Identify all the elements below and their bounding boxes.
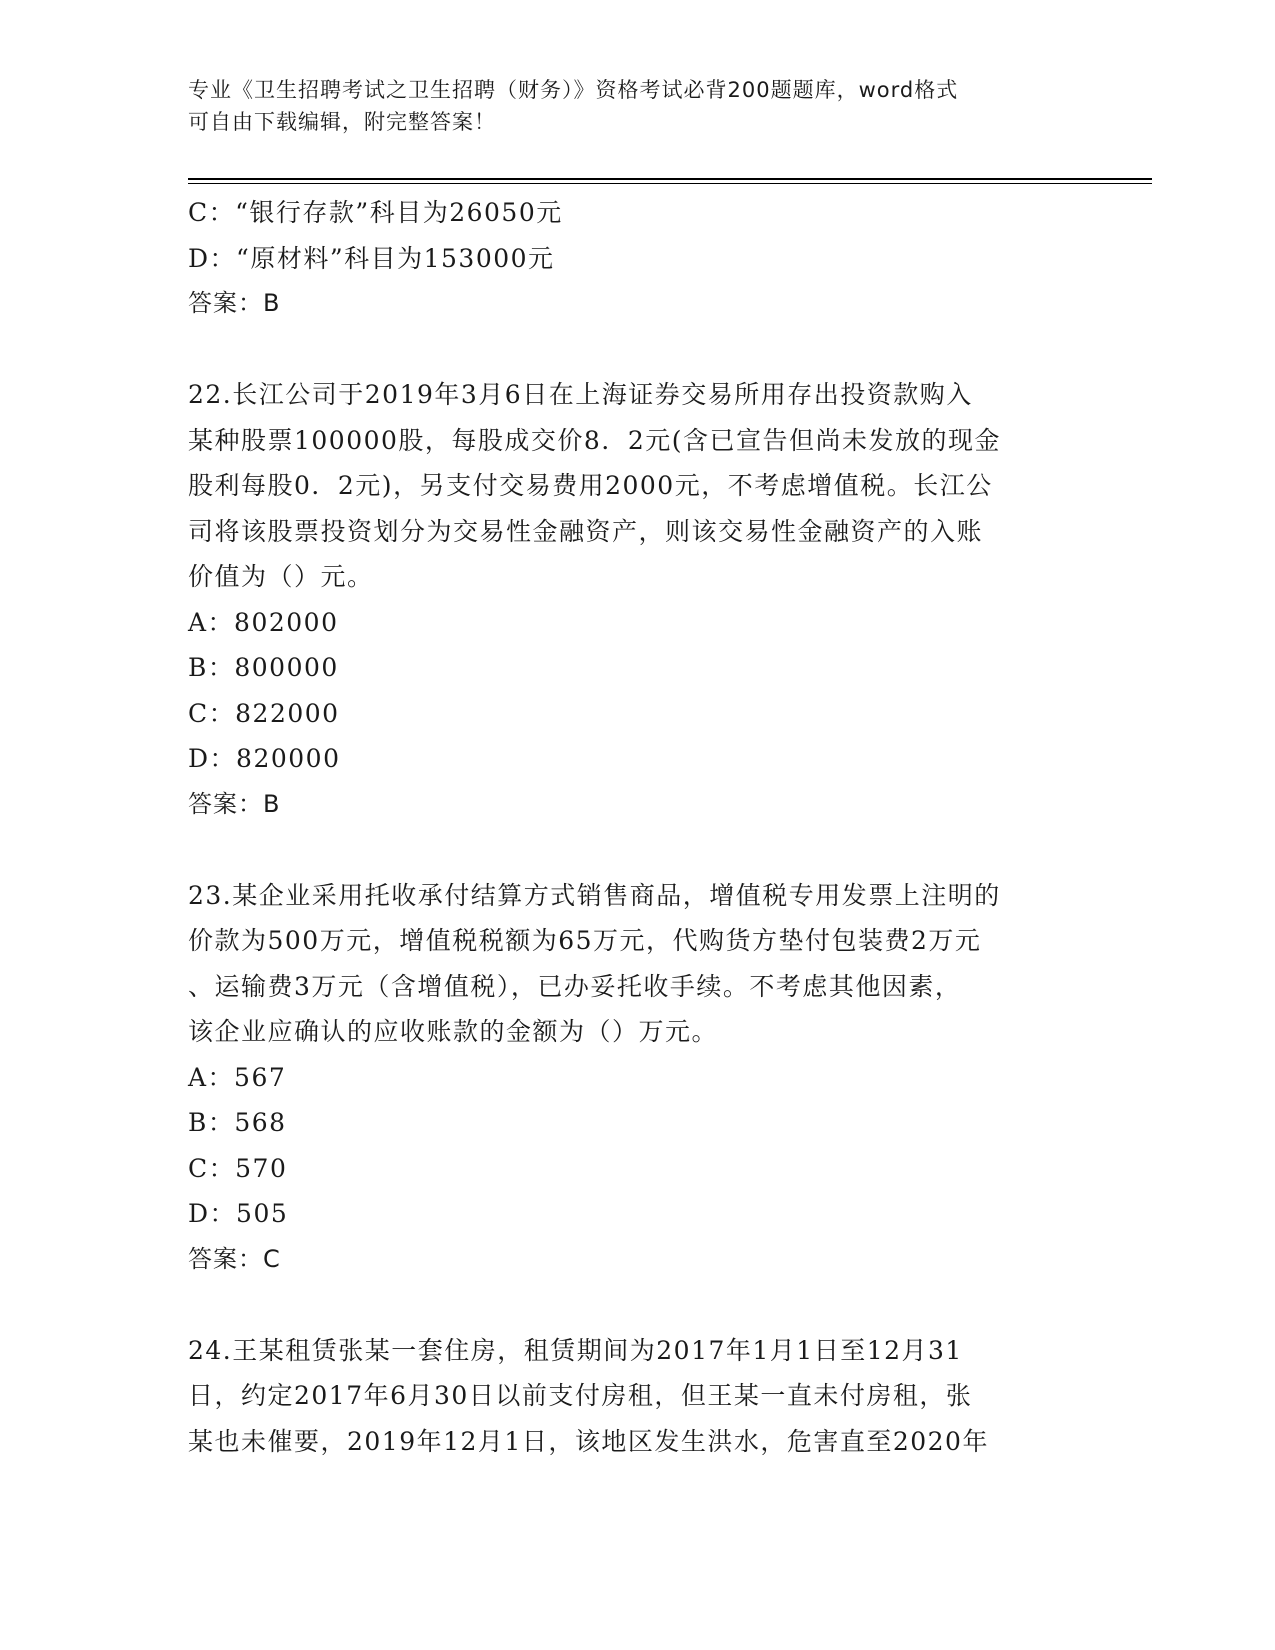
- question-stem-line: 某种股票100000股，每股成交价8．2元(含已宣告但尚未发放的现金: [188, 425, 1002, 455]
- question-stem-line: 该企业应确认的应收账款的金额为（）万元。: [188, 1017, 719, 1046]
- option-c: C：“银行存款”科目为26050元: [188, 198, 563, 227]
- option-c: C：570: [188, 1153, 288, 1183]
- spacer: [188, 327, 1068, 373]
- header-divider-thin: [188, 183, 1152, 184]
- spacer: [188, 827, 1068, 873]
- page-header: [188, 74, 1068, 138]
- question-23: [188, 873, 1068, 1283]
- option-b: B：800000: [188, 653, 339, 682]
- question-stem-line: 、运输费3万元（含增值税），已办妥托收手续。不考虑其他因素，: [188, 971, 962, 1001]
- question-stem-line: 23.某企业采用托收承付结算方式销售商品，增值税专用发票上注明的: [188, 880, 1001, 910]
- question-stem-line: 股利每股0．2元)，另支付交易费用2000元，不考虑增值税。长江公: [188, 471, 993, 500]
- spacer: [188, 1282, 1068, 1328]
- option-d: D：“原材料”科目为153000元: [188, 243, 555, 273]
- option-a: A：802000: [188, 607, 339, 637]
- answer-line: 答案：B: [188, 289, 281, 317]
- document-body: [188, 190, 1068, 1464]
- option-d: D：505: [188, 1199, 289, 1228]
- header-divider-thick: [188, 178, 1152, 180]
- question-stem-line: 某也未催要，2019年12月1日，该地区发生洪水，危害直至2020年: [188, 1426, 989, 1456]
- option-b: B：568: [188, 1108, 287, 1137]
- question-22: [188, 372, 1068, 827]
- question-stem-line: 司将该股票投资划分为交易性金融资产，则该交易性金融资产的入账: [188, 516, 984, 546]
- prev-question: [188, 190, 1068, 327]
- answer-line: 答案：C: [188, 1244, 281, 1273]
- header-line-2: 可自由下载编辑，附完整答案！: [188, 110, 496, 134]
- option-c: C：822000: [188, 698, 340, 728]
- header-line-1: 专业《卫生招聘考试之卫生招聘（财务）》资格考试必背200题题库，word格式: [188, 78, 959, 102]
- question-stem-line: 22.长江公司于2019年3月6日在上海证券交易所用存出投资款购入: [188, 380, 973, 409]
- question-stem-line: 24.王某租赁张某一套住房，租赁期间为2017年1月1日至12月31: [188, 1335, 963, 1365]
- option-a: A：567: [188, 1062, 287, 1092]
- answer-line: 答案：B: [188, 789, 281, 818]
- question-stem-line: 日，约定2017年6月30日以前支付房租，但王某一直未付房租，张: [188, 1381, 973, 1410]
- option-d: D：820000: [188, 744, 341, 773]
- question-stem-line: 价款为500万元，增值税税额为65万元，代购货方垫付包装费2万元: [188, 926, 982, 955]
- question-24: [188, 1328, 1068, 1465]
- question-stem-line: 价值为（）元。: [188, 562, 374, 591]
